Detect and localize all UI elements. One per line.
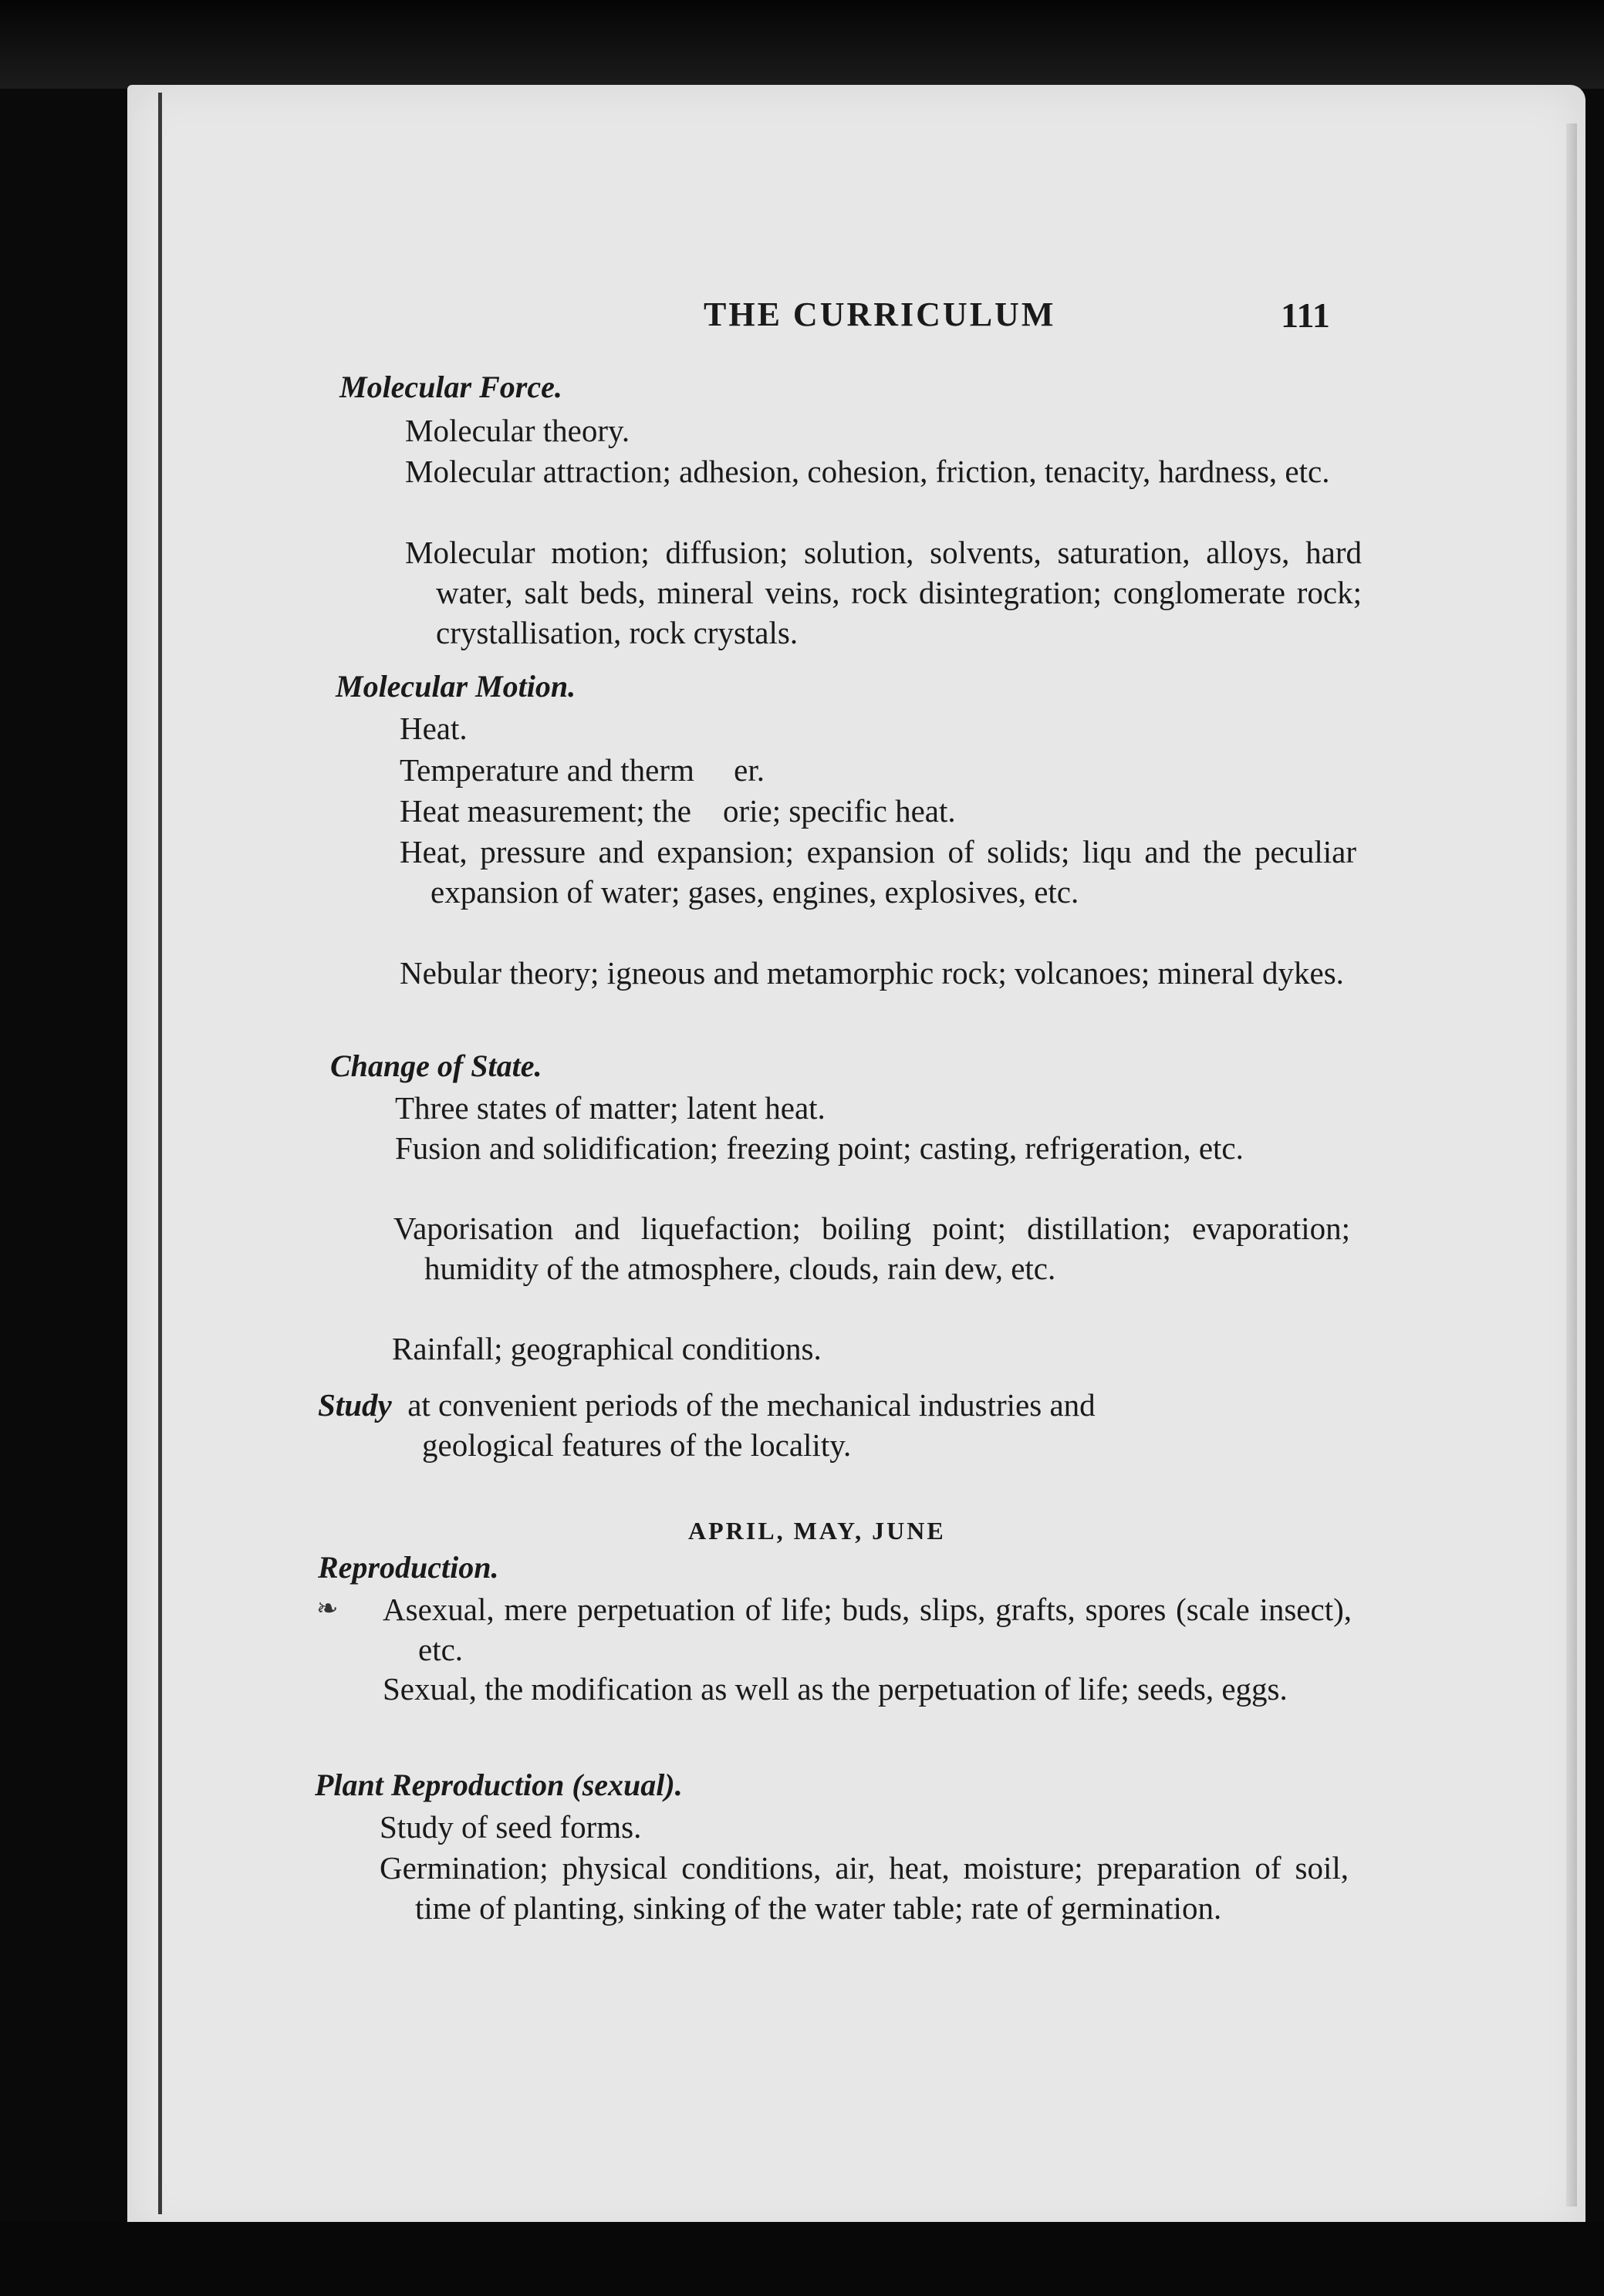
topic-item: Sexual, the modification as well as the perpetuation of life; seeds, eggs. xyxy=(383,1671,1288,1707)
scan-top-border xyxy=(0,0,1604,89)
topic-item: Study of seed forms. xyxy=(380,1809,642,1845)
section-heading: Molecular Motion. xyxy=(336,669,576,704)
topic-item: Asexual, mere perpetuation of life; buds, slips, grafts, spores (scale insect), etc. xyxy=(383,1592,1352,1667)
topic-item: Three states of matter; latent heat. xyxy=(395,1090,826,1126)
study-line-2: geological features of the locality. xyxy=(422,1427,852,1463)
topic-item: Molecular attraction; adhesion, cohesion, friction, tenacity, hardness, etc. xyxy=(405,454,1330,489)
running-head: THE CURRICULUM xyxy=(704,295,1056,333)
topic-item: Nebular theory; igneous and metamorphic rock; volcanoes; mineral dykes. xyxy=(400,955,1344,991)
section-heading: Plant Reproduction (sexual). xyxy=(315,1768,683,1802)
study-label: Study xyxy=(318,1387,392,1423)
section-heading: Reproduction. xyxy=(318,1550,499,1585)
topic-item: Molecular theory. xyxy=(405,413,630,448)
topic-item: Heat. xyxy=(400,711,468,746)
topic-item: Vaporisation and liquefaction; boiling point; distillation; evaporation; humidity of the atmosphere, clouds, rain dew, etc. xyxy=(393,1210,1350,1286)
topic-item: Molecular motion; diffusion; solution, solvents, saturation, alloys, hard water, salt beds, mineral veins, rock disintegration; conglomerate rock; crystallisation, rock crystals. xyxy=(405,535,1362,650)
section-heading: Change of State. xyxy=(330,1048,542,1083)
page-number: 111 xyxy=(1281,295,1330,335)
page-gutter-line xyxy=(158,93,162,2214)
page-edge xyxy=(1566,123,1577,2207)
topic-item: Heat, pressure and expansion; expansion of solids; liqu and the peculiar expansion of water; gases, engines, explosives, etc. xyxy=(400,834,1356,910)
topic-item: Fusion and solidification; freezing point; casting, refrigeration, etc. xyxy=(395,1130,1244,1166)
section-heading: Molecular Force. xyxy=(339,370,562,404)
ink-blot-mark: ❧ xyxy=(316,1595,339,1623)
topic-item: Temperature and therm er. xyxy=(400,752,765,788)
study-line-1: at convenient periods of the mechanical industries and xyxy=(407,1387,1096,1423)
topic-item: Germination; physical conditions, air, heat, moisture; preparation of soil, time of planting, sinking of the water table; rate of germination. xyxy=(380,1850,1349,1926)
scan-bottom-border xyxy=(0,2222,1604,2296)
topic-item: Heat measurement; the orie; specific heat. xyxy=(400,793,956,829)
study-paragraph xyxy=(318,1385,1313,1465)
topic-item: Rainfall; geographical conditions. xyxy=(392,1331,822,1366)
months-subheading: APRIL, MAY, JUNE xyxy=(688,1517,946,1545)
